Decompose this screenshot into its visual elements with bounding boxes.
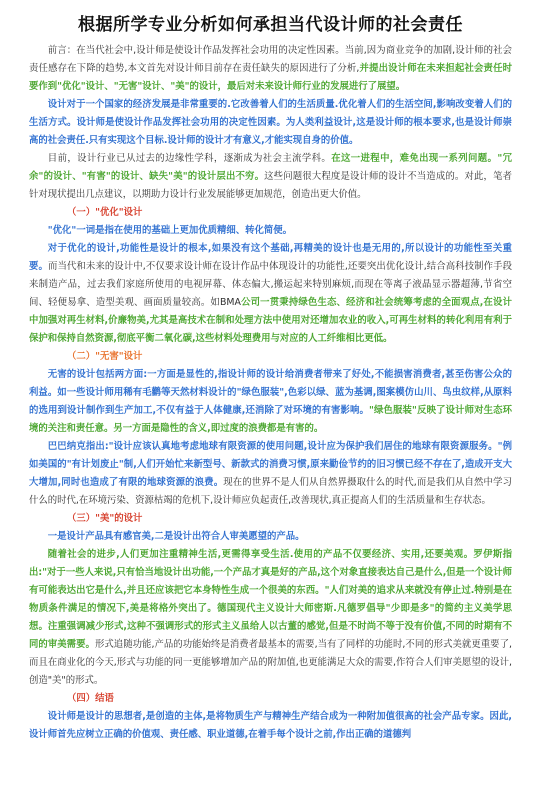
paragraph-optimized-definition: "优化"一词是指在使用的基础上更加优质精细、转化简便。 — [47, 225, 292, 236]
papanek-quote-text: 巴巴纳克指出:"设计应该认真地考虑地球有限资源的使用问题,设计应为保护我们居住的地球有限资源服务。"例如美国的"有计划废止"制,人们开始忙来新型号、新款式的消费习惯,原来勤俭节约的旧习惯已经不存在了,造成开支大大增加,同时也造成了有限的地球资源的浪费。 — [29, 441, 512, 488]
beauty-highlight-text: 随着社会的进步,人们更加注重精神生活,更需得享受生活.使用的产品不仅要经济、实用,还要美观。罗伊斯指出:"对于一些人来说,只有恰当地设计出功能,一个产品才真是好的产品,这个对象直接表达自己是什么,但是一个设计师有可能表达出它是什么,并且还应该把它本身特性生成一个很美的东西。"人们对美的追求从来就没有停止过.特别是在物质条件满足的情况下,美是将格外突出了。德国现代主义设计大师密斯.凡德罗倡导"少即是多"的简约主义美学思想。注重强调减少形式,这种不强调形式的形式主义虽给人以古董的感觉,但是不时尚不等于没有价值,不同的时期有不同的审美需要。 — [29, 549, 512, 650]
section-heading-conclusion: （四）结语 — [67, 693, 114, 704]
paragraph-harmless-design — [29, 366, 512, 438]
section-heading-beautiful-design: （三）"美"的设计 — [67, 513, 143, 524]
intro-paragraph — [29, 42, 512, 96]
optimized-body-text: 而当代和未来的设计中,不仅要求设计师在设计作品中体现设计的功能性,还要突出优化设计,结合高科技制作手段来制造产品，过去我们家庭所使用的电视屏幕、体态偏大,搬运起来特别麻烦,而现在等离子液晶显示器超薄,节省空间、轻便易拿、造型美观、画面质量较高。如 — [29, 261, 512, 308]
papanek-conclusion-text: 现在的世界不是人们从自然界摄取什么的时代,而是我们从自然中学习什么的时代,在环境污染、资源枯竭的危机下,设计师应负起责任,改善现状,真正提高人们的生活质量和生存状态。 — [29, 477, 512, 506]
paragraph-papanek-quote — [29, 438, 512, 510]
harmless-explicit-text: 无害的设计包括两方面:一方面是显性的,指设计师的设计给消费者带来了好处,不能损害消费者,甚至伤害公众的利益。如一些设计师用稀有毛鹳等天然材料设计的"绿色服装",色彩以绿、蓝为基调,图案模仿山川、鸟虫纹样,从原料的选用到设计制作到生产加工,不仅有益于人体健康,还消除了对环境的有害影响。 — [29, 369, 512, 416]
optimized-highlight-text: 公司一贯秉持绿色生态、经济和社会统筹考虑的全面观点,在设计中加强对再生材料,价廉物美,尤其是高技术在制和处理方法中使用对还增加农业的收入,可再生材料的转化利用有利于保护和保持自然资源,彻底平衡二氧化碳,这些材料处理费用与对应的人工纤维相比更低。 — [29, 297, 512, 344]
current-state-conclusion: 这些问题很大程度是设计师的设计不当造成的。对此，笔者针对现状提出几点建议，以期助力设计行业发展能够更加规范，创造出更大价值。 — [29, 171, 512, 200]
optimized-functional-text: 对于优化的设计,功能性是设计的根本,如果没有这个基础,再精美的设计也是无用的,所以设计的功能性至关重要。 — [29, 243, 512, 272]
section-heading-optimized-design: （一）"优化"设计 — [67, 207, 143, 218]
paragraph-beautiful-design — [29, 546, 512, 690]
section-heading-harmless-design: （二）"无害"设计 — [67, 351, 143, 362]
paragraph-design-importance: 设计对于一个国家的经济发展是非常重要的.它改善着人们的生活质量.优化着人们的生活空间,影响改变着人们的生活方式。设计师是使设计作品发挥社会功用的决定性因素。为人类利益设计,这是设计师的根本要求,也是设计师崇高的社会责任.只有实现这个目标.设计师的设计才有意义,才能实现自身的价值。 — [29, 99, 512, 146]
intro-highlight: 并提出设计师在未来担起社会责任时要作到"优化"设计、"无害"设计、"美"的设计，最后对未来设计师行业的发展进行了展望。 — [29, 63, 512, 92]
intro-text: 前言：在当代社会中,设计师是使设计作品发挥社会功用的决定性因素。当前,因为商业竞争的加剧,设计师的社会责任感存在下降的趋势,本文首先对设计师目前存在责任缺失的原因进行了分析, — [29, 45, 512, 74]
document-title: 根据所学专业分析如何承担当代设计师的社会责任 — [78, 15, 463, 35]
harmless-green-clothing-text: "绿色服装"反映了设计师对生态环境的关注和责任意。另一方面是隐性的含义,即过度的浪费都是有害的。 — [29, 405, 512, 434]
paragraph-current-state — [29, 150, 512, 204]
paragraph-optimized-design — [29, 240, 512, 348]
paragraph-conclusion: 设计师是设计的思想者,是创造的主体,是将物质生产与精神生产结合成为一种附加值很高的社会产品专家。因此,设计师首先应树立正确的价值观、责任感、职业道德,在着手每个设计之前,作出正确的道德判 — [29, 711, 512, 740]
paragraph-beauty-definition: 一是设计产品具有感官美,二是设计出符合人审美愿望的产品。 — [47, 531, 305, 542]
current-state-highlight: 在这一进程中，难免出现一系列问题。"冗余"的设计、"有害"的设计、缺失"美"的设计层出不穷。 — [29, 153, 512, 182]
bma-company-text: BMA — [219, 297, 241, 308]
beauty-body-text: 形式追随功能,产品的功能始终是消费者最基本的需要,当有了同样的功能时,不同的形式美就更重要了,而且在商业化的今天,形式与功能的同一更能够增加产品的附加值,也更能满足大众的需要,作符合人们审美愿望的设计,创造"美"的形式。 — [29, 639, 512, 686]
current-state-text: 目前，设计行业已从过去的边缘性学科，逐渐成为社会主流学科。 — [47, 153, 332, 164]
